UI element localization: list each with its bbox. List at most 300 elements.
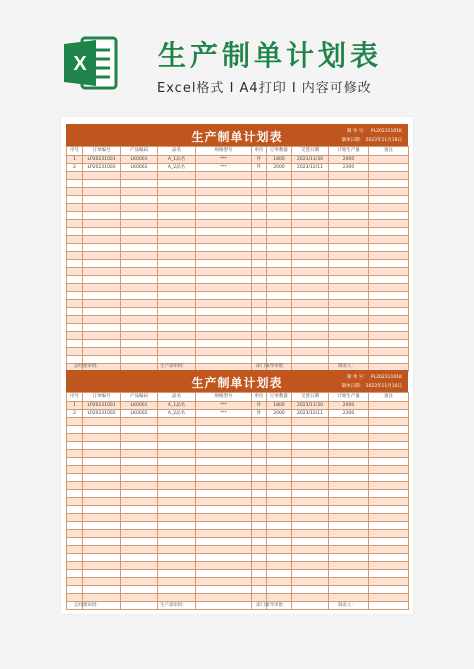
table-row-blank[interactable] — [67, 284, 409, 292]
table-cell[interactable] — [83, 482, 121, 490]
table-cell[interactable] — [292, 284, 329, 292]
table-cell[interactable] — [252, 228, 267, 236]
table-cell[interactable] — [196, 554, 252, 562]
table-cell[interactable] — [83, 586, 121, 594]
table-cell[interactable] — [252, 530, 267, 538]
table-cell[interactable] — [292, 308, 329, 316]
table-cell[interactable] — [158, 228, 196, 236]
table-cell[interactable] — [67, 554, 83, 562]
table-cell[interactable] — [67, 220, 83, 228]
table-cell[interactable] — [196, 434, 252, 442]
table-cell[interactable] — [121, 332, 158, 340]
table-cell[interactable] — [196, 260, 252, 268]
table-cell[interactable]: *** — [196, 410, 252, 418]
table-cell[interactable] — [369, 522, 409, 530]
table-cell[interactable] — [329, 530, 369, 538]
table-cell[interactable]: 2000 — [329, 156, 369, 164]
table-cell[interactable] — [292, 300, 329, 308]
table-cell[interactable] — [292, 554, 329, 562]
table-cell[interactable] — [83, 442, 121, 450]
table-cell[interactable] — [267, 570, 292, 578]
table-cell[interactable] — [252, 498, 267, 506]
table-cell[interactable] — [67, 244, 83, 252]
table-cell[interactable] — [292, 180, 329, 188]
table-cell[interactable] — [83, 276, 121, 284]
table-cell[interactable] — [158, 260, 196, 268]
table-cell[interactable]: 2 — [67, 164, 83, 172]
table-cell[interactable] — [196, 196, 252, 204]
table-cell[interactable] — [252, 172, 267, 180]
table-cell[interactable] — [158, 292, 196, 300]
table-cell[interactable] — [329, 562, 369, 570]
table-cell[interactable]: 1 — [67, 402, 83, 410]
table-cell[interactable] — [267, 268, 292, 276]
table-cell[interactable] — [67, 490, 83, 498]
table-cell[interactable] — [329, 466, 369, 474]
table-cell[interactable] — [67, 570, 83, 578]
table-cell[interactable]: 2023/11/30 — [292, 402, 329, 410]
table-cell[interactable] — [83, 260, 121, 268]
table-cell[interactable] — [292, 570, 329, 578]
table-cell[interactable] — [121, 498, 158, 506]
table-cell[interactable] — [329, 506, 369, 514]
table-cell[interactable] — [158, 332, 196, 340]
table-cell[interactable] — [267, 348, 292, 356]
table-cell[interactable] — [252, 332, 267, 340]
table-row-blank[interactable] — [67, 268, 409, 276]
table-cell[interactable] — [267, 514, 292, 522]
table-cell[interactable] — [83, 530, 121, 538]
table-cell[interactable] — [329, 450, 369, 458]
table-cell[interactable] — [369, 188, 409, 196]
table-cell[interactable] — [292, 316, 329, 324]
table-cell[interactable] — [252, 284, 267, 292]
table-cell[interactable] — [252, 434, 267, 442]
table-cell[interactable] — [329, 522, 369, 530]
table-cell[interactable] — [369, 156, 409, 164]
table-cell[interactable] — [369, 578, 409, 586]
table-cell[interactable] — [196, 450, 252, 458]
table-cell[interactable] — [267, 562, 292, 570]
table-cell[interactable] — [292, 522, 329, 530]
table-cell[interactable] — [369, 204, 409, 212]
table-row-blank[interactable] — [67, 586, 409, 594]
table-cell[interactable] — [329, 316, 369, 324]
table-cell[interactable] — [67, 236, 83, 244]
table-cell[interactable] — [83, 236, 121, 244]
table-row[interactable] — [67, 410, 409, 418]
table-cell[interactable] — [67, 228, 83, 236]
table-cell[interactable] — [158, 490, 196, 498]
table-cell[interactable] — [292, 434, 329, 442]
table-cell[interactable] — [369, 490, 409, 498]
table-cell[interactable]: 2300 — [329, 164, 369, 172]
table-cell[interactable] — [292, 228, 329, 236]
table-cell[interactable] — [67, 212, 83, 220]
table-cell[interactable] — [252, 260, 267, 268]
table-row-blank[interactable] — [67, 220, 409, 228]
table-cell[interactable] — [121, 490, 158, 498]
table-row-blank[interactable] — [67, 426, 409, 434]
table-cell[interactable] — [369, 466, 409, 474]
table-cell[interactable] — [252, 300, 267, 308]
table-cell[interactable] — [83, 196, 121, 204]
table-cell[interactable] — [292, 268, 329, 276]
table-cell[interactable] — [196, 578, 252, 586]
table-cell[interactable] — [158, 180, 196, 188]
table-row-blank[interactable] — [67, 324, 409, 332]
table-cell[interactable] — [83, 466, 121, 474]
table-cell[interactable] — [83, 506, 121, 514]
table-cell[interactable] — [83, 434, 121, 442]
table-cell[interactable] — [369, 562, 409, 570]
table-cell[interactable] — [83, 458, 121, 466]
table-cell[interactable] — [292, 196, 329, 204]
table-cell[interactable] — [369, 442, 409, 450]
table-cell[interactable] — [83, 538, 121, 546]
table-cell[interactable] — [292, 236, 329, 244]
table-cell[interactable] — [121, 228, 158, 236]
table-cell[interactable] — [158, 252, 196, 260]
table-cell[interactable] — [292, 458, 329, 466]
table-cell[interactable] — [83, 546, 121, 554]
table-cell[interactable] — [267, 474, 292, 482]
table-cell[interactable] — [252, 466, 267, 474]
table-cell[interactable]: LP20231002 — [83, 164, 121, 172]
table-row-blank[interactable] — [67, 212, 409, 220]
table-cell[interactable] — [83, 220, 121, 228]
table-cell[interactable] — [83, 522, 121, 530]
table-cell[interactable] — [67, 252, 83, 260]
table-cell[interactable] — [83, 348, 121, 356]
table-cell[interactable] — [158, 482, 196, 490]
table-row-blank[interactable] — [67, 570, 409, 578]
table-row[interactable] — [67, 156, 409, 164]
table-cell[interactable]: 件 — [252, 156, 267, 164]
table-row-blank[interactable] — [67, 442, 409, 450]
table-cell[interactable] — [121, 546, 158, 554]
table-cell[interactable] — [67, 268, 83, 276]
table-cell[interactable] — [267, 506, 292, 514]
table-cell[interactable] — [196, 268, 252, 276]
table-cell[interactable] — [292, 578, 329, 586]
table-cell[interactable] — [158, 498, 196, 506]
table-cell[interactable] — [121, 426, 158, 434]
table-cell[interactable] — [121, 458, 158, 466]
table-cell[interactable] — [329, 418, 369, 426]
table-cell[interactable] — [369, 236, 409, 244]
table-cell[interactable] — [292, 482, 329, 490]
table-cell[interactable] — [329, 586, 369, 594]
table-cell[interactable] — [158, 284, 196, 292]
table-cell[interactable] — [267, 490, 292, 498]
table-cell[interactable] — [158, 172, 196, 180]
table-cell[interactable] — [121, 530, 158, 538]
table-cell[interactable] — [252, 586, 267, 594]
table-cell[interactable]: LP20231002 — [83, 410, 121, 418]
table-cell[interactable] — [329, 434, 369, 442]
table-cell[interactable] — [329, 196, 369, 204]
table-cell[interactable] — [369, 268, 409, 276]
table-cell[interactable] — [196, 292, 252, 300]
table-cell[interactable] — [369, 308, 409, 316]
table-cell[interactable] — [369, 332, 409, 340]
table-cell[interactable] — [267, 276, 292, 284]
table-cell[interactable] — [196, 228, 252, 236]
table-cell[interactable] — [292, 332, 329, 340]
table-cell[interactable] — [121, 450, 158, 458]
table-cell[interactable] — [292, 490, 329, 498]
table-cell[interactable] — [121, 522, 158, 530]
table-cell[interactable] — [121, 308, 158, 316]
table-cell[interactable] — [329, 204, 369, 212]
table-cell[interactable] — [369, 244, 409, 252]
table-cell[interactable] — [67, 466, 83, 474]
table-cell[interactable] — [158, 188, 196, 196]
table-cell[interactable] — [83, 268, 121, 276]
table-cell[interactable] — [67, 458, 83, 466]
table-cell[interactable]: LP20231001 — [83, 156, 121, 164]
table-cell[interactable] — [292, 418, 329, 426]
table-cell[interactable] — [121, 188, 158, 196]
table-cell[interactable] — [369, 538, 409, 546]
table-cell[interactable] — [369, 418, 409, 426]
table-cell[interactable] — [329, 538, 369, 546]
table-cell[interactable] — [158, 324, 196, 332]
table-cell[interactable] — [121, 172, 158, 180]
table-cell[interactable] — [267, 188, 292, 196]
table-cell[interactable] — [252, 324, 267, 332]
table-cell[interactable] — [252, 522, 267, 530]
table-cell[interactable] — [267, 196, 292, 204]
table-cell[interactable] — [267, 434, 292, 442]
table-cell[interactable] — [83, 570, 121, 578]
table-cell[interactable] — [158, 196, 196, 204]
table-cell[interactable] — [252, 474, 267, 482]
table-cell[interactable] — [158, 458, 196, 466]
table-cell[interactable] — [252, 252, 267, 260]
table-cell[interactable] — [329, 260, 369, 268]
table-row-blank[interactable] — [67, 188, 409, 196]
table-cell[interactable] — [252, 308, 267, 316]
table-cell[interactable] — [292, 292, 329, 300]
table-cell[interactable] — [158, 300, 196, 308]
table-cell[interactable] — [196, 188, 252, 196]
table-cell[interactable] — [329, 458, 369, 466]
table-cell[interactable] — [196, 474, 252, 482]
table-cell[interactable] — [158, 276, 196, 284]
table-cell[interactable] — [369, 426, 409, 434]
table-cell[interactable] — [329, 554, 369, 562]
table-cell[interactable] — [67, 260, 83, 268]
table-cell[interactable] — [121, 260, 158, 268]
table-cell[interactable] — [67, 562, 83, 570]
table-cell[interactable] — [83, 244, 121, 252]
table-row[interactable] — [67, 402, 409, 410]
table-cell[interactable] — [67, 316, 83, 324]
table-cell[interactable] — [267, 180, 292, 188]
table-cell[interactable] — [369, 228, 409, 236]
table-cell[interactable] — [83, 316, 121, 324]
table-cell[interactable] — [292, 474, 329, 482]
table-cell[interactable]: 2000 — [267, 410, 292, 418]
table-cell[interactable] — [67, 180, 83, 188]
table-cell[interactable] — [121, 244, 158, 252]
table-cell[interactable] — [67, 204, 83, 212]
table-cell[interactable] — [196, 236, 252, 244]
table-cell[interactable] — [369, 450, 409, 458]
table-row-blank[interactable] — [67, 450, 409, 458]
table-cell[interactable] — [267, 228, 292, 236]
table-cell[interactable] — [369, 402, 409, 410]
table-cell[interactable] — [196, 538, 252, 546]
table-cell[interactable] — [67, 172, 83, 180]
table-row-blank[interactable] — [67, 204, 409, 212]
table-cell[interactable] — [67, 530, 83, 538]
table-cell[interactable] — [252, 458, 267, 466]
table-cell[interactable] — [158, 530, 196, 538]
table-cell[interactable] — [369, 196, 409, 204]
table-cell[interactable] — [252, 578, 267, 586]
table-cell[interactable]: A_1品名 — [158, 156, 196, 164]
table-cell[interactable] — [196, 204, 252, 212]
table-cell[interactable] — [329, 180, 369, 188]
table-cell[interactable] — [292, 188, 329, 196]
table-cell[interactable] — [121, 474, 158, 482]
table-row-blank[interactable] — [67, 196, 409, 204]
table-cell[interactable] — [158, 586, 196, 594]
table-cell[interactable] — [196, 458, 252, 466]
table-cell[interactable] — [83, 204, 121, 212]
table-cell[interactable] — [121, 586, 158, 594]
table-cell[interactable] — [329, 442, 369, 450]
table-row-blank[interactable] — [67, 506, 409, 514]
table-cell[interactable] — [67, 348, 83, 356]
table-cell[interactable] — [267, 316, 292, 324]
table-cell[interactable] — [369, 324, 409, 332]
table-cell[interactable] — [369, 300, 409, 308]
table-cell[interactable] — [292, 172, 329, 180]
table-cell[interactable] — [252, 450, 267, 458]
table-cell[interactable] — [252, 418, 267, 426]
table-cell[interactable] — [67, 450, 83, 458]
table-cell[interactable] — [369, 546, 409, 554]
table-cell[interactable] — [329, 490, 369, 498]
table-cell[interactable] — [83, 172, 121, 180]
table-row-blank[interactable] — [67, 276, 409, 284]
table-cell[interactable] — [121, 268, 158, 276]
table-cell[interactable] — [329, 340, 369, 348]
table-cell[interactable] — [83, 212, 121, 220]
table-cell[interactable] — [252, 244, 267, 252]
table-cell[interactable] — [121, 252, 158, 260]
table-row-blank[interactable] — [67, 562, 409, 570]
table-cell[interactable] — [83, 426, 121, 434]
table-cell[interactable]: *** — [196, 402, 252, 410]
table-cell[interactable] — [83, 498, 121, 506]
table-cell[interactable] — [67, 418, 83, 426]
table-cell[interactable]: 件 — [252, 410, 267, 418]
table-row[interactable] — [67, 164, 409, 172]
table-cell[interactable] — [329, 300, 369, 308]
table-cell[interactable] — [196, 570, 252, 578]
table-cell[interactable] — [369, 276, 409, 284]
table-cell[interactable] — [252, 204, 267, 212]
table-cell[interactable] — [196, 276, 252, 284]
table-cell[interactable] — [369, 284, 409, 292]
table-cell[interactable] — [369, 410, 409, 418]
table-cell[interactable]: 件 — [252, 164, 267, 172]
table-cell[interactable]: LK0002 — [121, 164, 158, 172]
table-cell[interactable] — [292, 204, 329, 212]
table-row-blank[interactable] — [67, 434, 409, 442]
table-cell[interactable] — [83, 562, 121, 570]
table-row-blank[interactable] — [67, 244, 409, 252]
table-cell[interactable] — [252, 180, 267, 188]
table-cell[interactable] — [67, 522, 83, 530]
table-cell[interactable] — [158, 570, 196, 578]
table-row-blank[interactable] — [67, 260, 409, 268]
table-cell[interactable] — [252, 212, 267, 220]
table-cell[interactable] — [267, 324, 292, 332]
table-cell[interactable] — [158, 340, 196, 348]
table-cell[interactable] — [252, 538, 267, 546]
table-cell[interactable] — [121, 324, 158, 332]
table-cell[interactable] — [329, 482, 369, 490]
table-cell[interactable] — [158, 418, 196, 426]
table-cell[interactable] — [369, 340, 409, 348]
table-cell[interactable]: 1800 — [267, 402, 292, 410]
table-cell[interactable] — [158, 514, 196, 522]
table-cell[interactable] — [196, 466, 252, 474]
table-cell[interactable] — [369, 434, 409, 442]
table-cell[interactable] — [329, 276, 369, 284]
table-cell[interactable] — [196, 308, 252, 316]
table-cell[interactable] — [83, 514, 121, 522]
table-cell[interactable] — [369, 474, 409, 482]
table-cell[interactable] — [196, 172, 252, 180]
table-cell[interactable] — [121, 570, 158, 578]
table-cell[interactable] — [369, 252, 409, 260]
table-cell[interactable] — [267, 418, 292, 426]
table-cell[interactable] — [67, 308, 83, 316]
table-cell[interactable] — [252, 506, 267, 514]
table-row-blank[interactable] — [67, 546, 409, 554]
table-cell[interactable] — [369, 530, 409, 538]
table-cell[interactable] — [121, 348, 158, 356]
table-cell[interactable] — [196, 252, 252, 260]
table-cell[interactable] — [329, 498, 369, 506]
table-cell[interactable]: LK0002 — [121, 410, 158, 418]
table-cell[interactable] — [329, 172, 369, 180]
table-cell[interactable]: 2000 — [329, 402, 369, 410]
table-cell[interactable]: 2 — [67, 410, 83, 418]
table-cell[interactable] — [67, 292, 83, 300]
table-cell[interactable] — [369, 292, 409, 300]
table-cell[interactable] — [292, 442, 329, 450]
table-cell[interactable] — [196, 546, 252, 554]
table-cell[interactable] — [329, 188, 369, 196]
table-cell[interactable] — [67, 498, 83, 506]
table-cell[interactable] — [267, 300, 292, 308]
table-cell[interactable] — [196, 180, 252, 188]
table-cell[interactable] — [121, 442, 158, 450]
table-cell[interactable] — [196, 212, 252, 220]
table-cell[interactable] — [121, 562, 158, 570]
table-cell[interactable] — [369, 180, 409, 188]
table-cell[interactable] — [67, 332, 83, 340]
table-cell[interactable] — [369, 316, 409, 324]
